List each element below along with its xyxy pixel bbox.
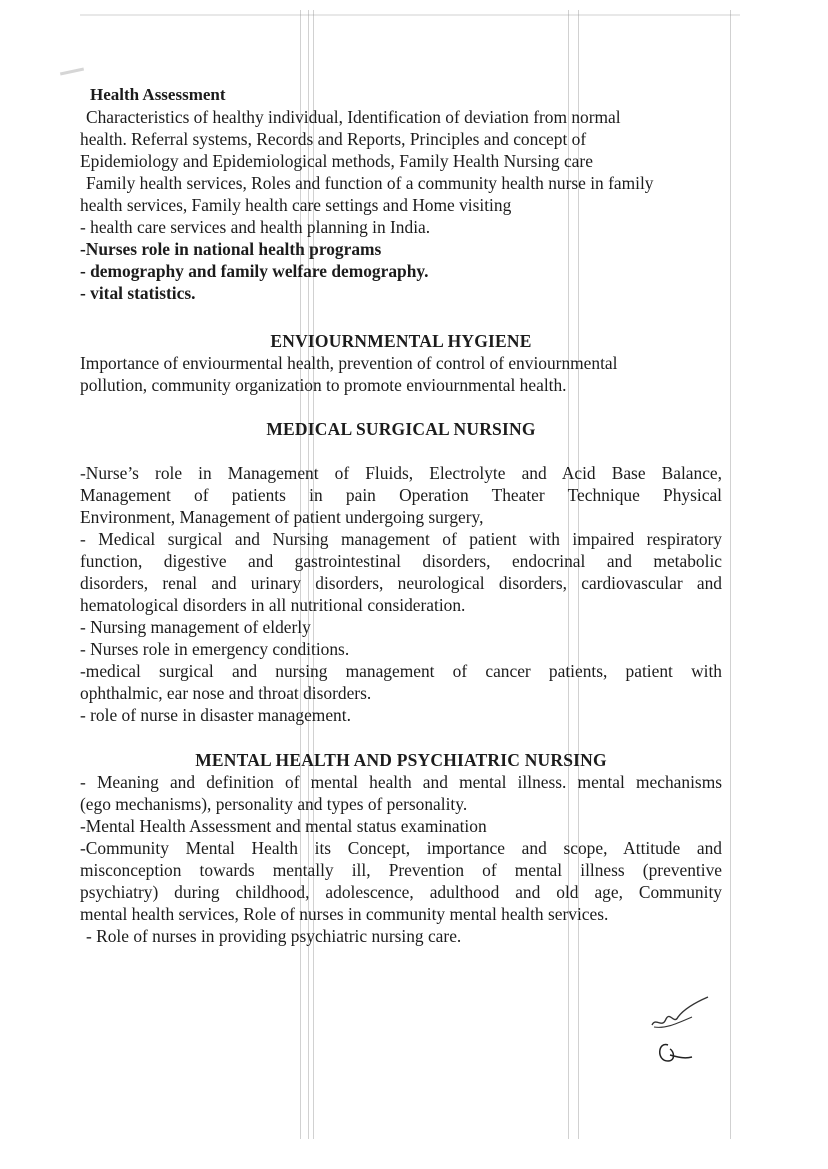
scan-artifact-top: [80, 14, 740, 16]
initial-stroke: [660, 1044, 692, 1061]
text-line: Management of patients in pain Operation Theater Technique Physical: [80, 485, 722, 505]
text-line: -Mental Health Assessment and mental status examination: [80, 816, 487, 836]
bold-line: -Nurses role in national health programs: [80, 239, 382, 259]
medical-surgical-heading: MEDICAL SURGICAL NURSING: [266, 419, 536, 439]
bold-line: - demography and family welfare demography.: [80, 261, 429, 281]
text-line: mental health services, Role of nurses in community mental health services.: [80, 904, 609, 924]
scan-smudge: [60, 68, 84, 76]
text-line: - Meaning and definition of mental health and mental illness. mental mechanisms: [80, 772, 722, 792]
text-line: - Nurses role in emergency conditions.: [80, 639, 350, 659]
text-line: function, digestive and gastrointestinal disorders, endocrinal and metabolic: [80, 551, 722, 571]
text-line: Characteristics of healthy individual, Identification of deviation from normal: [86, 107, 621, 127]
text-line: disorders, renal and urinary disorders, neurological disorders, cardiovascular and: [80, 573, 722, 593]
text-line: -Nurse’s role in Management of Fluids, Electrolyte and Acid Base Balance,: [80, 463, 722, 483]
health-assessment-section: [80, 84, 722, 304]
text-line: Family health services, Roles and function of a community health nurse in family: [86, 173, 654, 193]
text-line: psychiatry) during childhood, adolescence, adulthood and old age, Community: [80, 882, 722, 902]
text-line: Epidemiology and Epidemiological methods, Family Health Nursing care: [80, 151, 593, 171]
environmental-hygiene-section: [80, 330, 722, 396]
text-line: - Nursing management of elderly: [80, 617, 311, 637]
text-line: - Medical surgical and Nursing management of patient with impaired respiratory: [80, 529, 722, 549]
scan-line: [730, 10, 731, 1139]
text-line: - health care services and health planning in India.: [80, 217, 431, 237]
text-line: - role of nurse in disaster management.: [80, 705, 351, 725]
mental-health-section: [80, 749, 722, 947]
text-line: -medical surgical and nursing management of cancer patients, patient with: [80, 661, 722, 681]
text-line: - Role of nurses in providing psychiatric nursing care.: [86, 926, 462, 946]
text-line: misconception towards mentally ill, Prevention of mental illness (preventive: [80, 860, 722, 880]
text-line: health services, Family health care settings and Home visiting: [80, 195, 512, 215]
text-line: health. Referral systems, Records and Reports, Principles and concept of: [80, 129, 587, 149]
text-line: ophthalmic, ear nose and throat disorders.: [80, 683, 372, 703]
bold-line: - vital statistics.: [80, 283, 196, 303]
environmental-hygiene-heading: ENVIOURNMENTAL HYGIENE: [270, 331, 532, 351]
signature-stroke: [652, 997, 708, 1025]
mental-health-heading: MENTAL HEALTH AND PSYCHIATRIC NURSING: [195, 750, 607, 770]
health-assessment-heading: Health Assessment: [90, 85, 226, 104]
text-line: hematological disorders in all nutritional consideration.: [80, 595, 466, 615]
medical-surgical-section: [80, 418, 722, 726]
text-line: pollution, community organization to promote enviournmental health.: [80, 375, 567, 395]
text-line: Environment, Management of patient undergoing surgery,: [80, 507, 484, 527]
signature-marks: [648, 995, 728, 1075]
text-line: Importance of enviourmental health, prevention of control of enviournmental: [80, 353, 618, 373]
text-line: -Community Mental Health its Concept, importance and scope, Attitude and: [80, 838, 722, 858]
text-line: (ego mechanisms), personality and types of personality.: [80, 794, 468, 814]
